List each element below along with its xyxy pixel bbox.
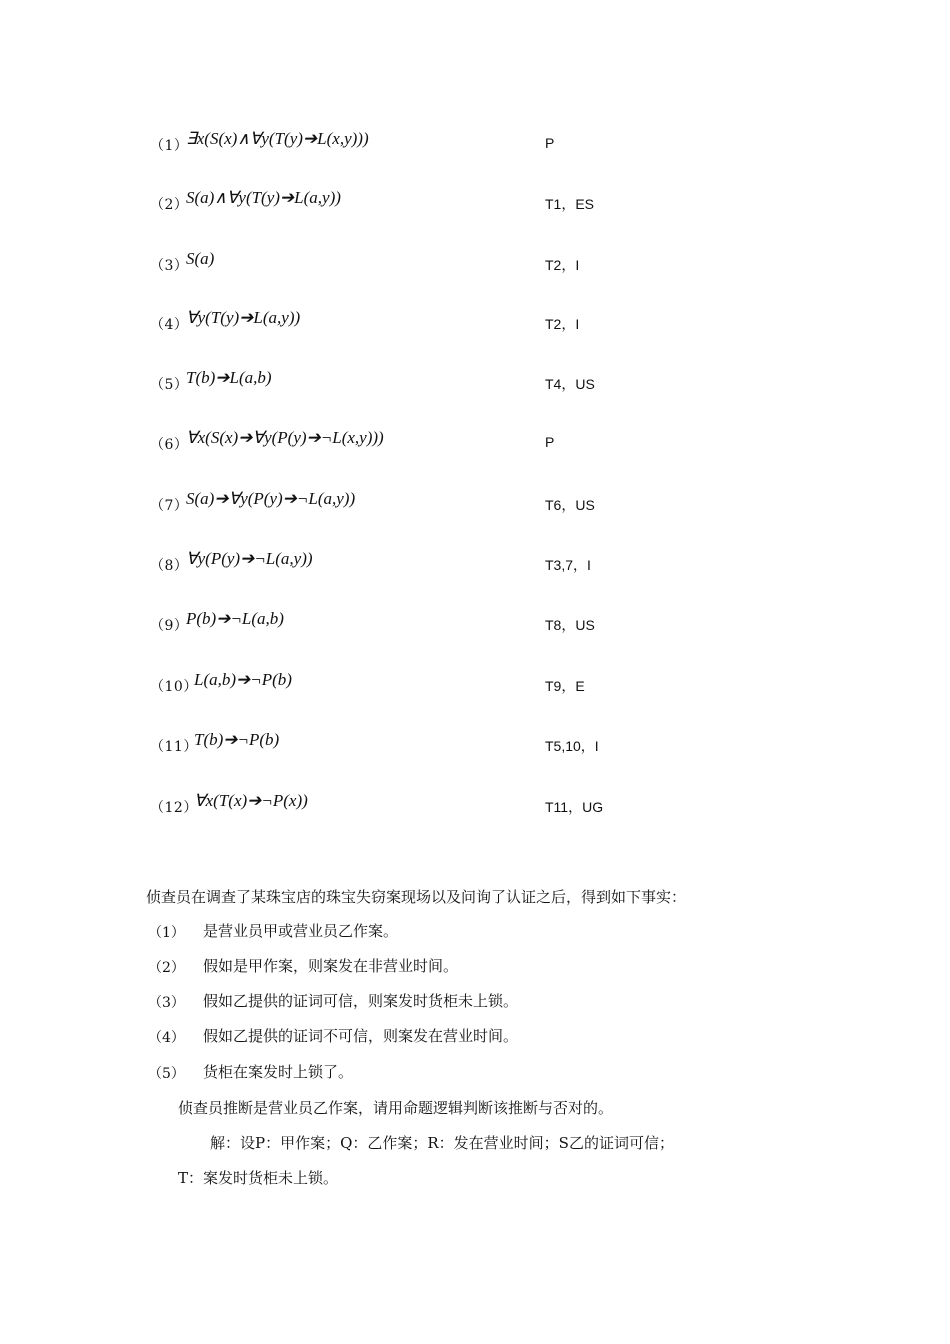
problem-intro: 侦查员在调查了某珠宝店的珠宝失窃案现场以及问询了认证之后，得到如下事实： [146,888,687,906]
step-formula: ∀x(S(x)➔∀y(P(y)➔¬L(x,y))) [186,428,384,447]
step-reason: P [545,434,555,450]
proof-step [150,547,710,581]
fact-text: 假如乙提供的证词不可信，则案发在营业时间。 [203,1027,519,1045]
step-formula: S(a) [186,249,215,268]
fact-text: 是营业员甲或营业员乙作案。 [203,922,399,940]
step-number: （10） [150,679,198,695]
step-formula: ∃x(S(x)∧∀y(T(y)➔L(x,y))) [186,129,369,148]
step-reason: T8，US [545,617,595,633]
proof-step [150,728,710,762]
proof-step [150,247,710,281]
step-reason: T11，UG [545,799,604,815]
step-formula: ∀x(T(x)➔¬P(x)) [194,791,308,810]
step-reason: T4，US [545,376,595,392]
step-number: （2） [150,197,189,213]
problem-question: 侦查员推断是营业员乙作案，请用命题逻辑判断该推断与否对的。 [178,1099,614,1117]
step-formula: L(a,b)➔¬P(b) [194,670,292,689]
fact-number: （4） [148,1030,185,1046]
step-reason: T3,7，I [545,557,591,573]
proof-step [150,668,710,702]
step-formula: P(b)➔¬L(a,b) [186,609,284,628]
solution-line-2: T：案发时货柜未上锁。 [178,1169,339,1187]
fact-text: 假如乙提供的证词可信，则案发时货柜未上锁。 [203,992,519,1010]
fact-number: （1） [148,925,185,941]
proof-step [150,487,710,521]
proof-step [150,127,710,161]
step-number: （4） [150,317,189,333]
fact-number: （3） [148,995,185,1011]
step-number: （5） [150,377,189,393]
step-reason: T5,10，I [545,738,599,754]
step-reason: T2，I [545,316,580,332]
step-number: （12） [150,800,198,816]
step-reason: T2，I [545,257,580,273]
step-number: （3） [150,258,189,274]
step-formula: T(b)➔¬P(b) [194,730,280,749]
step-reason: T6，US [545,497,595,513]
step-formula: ∀y(P(y)➔¬L(a,y)) [186,549,313,568]
step-number: （6） [150,437,189,453]
step-number: （11） [150,739,198,755]
fact-number: （2） [148,960,185,976]
step-formula: T(b)➔L(a,b) [186,368,272,387]
fact-text: 假如是甲作案，则案发在非营业时间。 [203,957,459,975]
step-number: （1） [150,138,189,154]
step-number: （7） [150,498,189,514]
step-formula: ∀y(T(y)➔L(a,y)) [186,308,301,327]
step-formula: S(a)➔∀y(P(y)➔¬L(a,y)) [186,489,356,508]
proof-step [150,306,710,340]
proof-step [150,366,710,400]
step-number: （8） [150,558,189,574]
fact-number: （5） [148,1066,185,1082]
proof-step [150,426,710,460]
step-reason: P [545,135,555,151]
step-number: （9） [150,618,189,634]
fact-text: 货柜在案发时上锁了。 [203,1063,354,1081]
solution-line-1: 解：设P：甲作案；Q：乙作案；R：发在营业时间；S乙的证词可信； [210,1134,674,1152]
proof-step [150,789,710,823]
step-reason: T1，ES [545,196,595,212]
step-formula: S(a)∧∀y(T(y)➔L(a,y)) [186,188,341,207]
proof-step [150,607,710,641]
step-reason: T9，E [545,678,585,694]
proof-step [150,186,710,220]
